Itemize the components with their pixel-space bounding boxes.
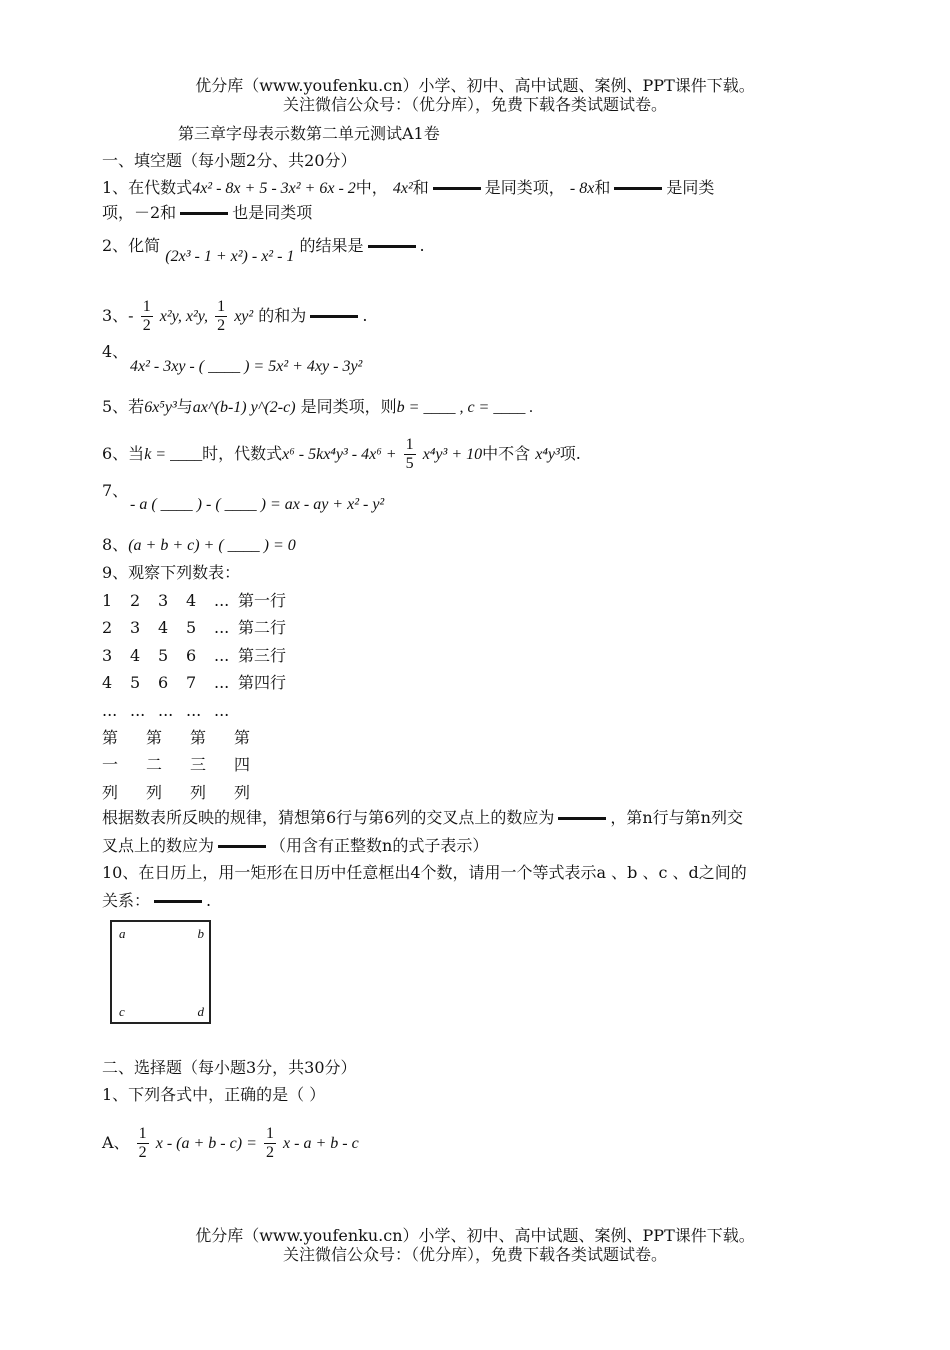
- q9-cell: 1: [102, 591, 113, 610]
- q3-line: [102, 298, 367, 335]
- corner-label-c: c: [119, 1004, 125, 1019]
- q9-col-labels-3: [102, 783, 278, 803]
- q9-cell: 5: [158, 646, 169, 665]
- q6-expr2: x⁶ - 5kx⁴y³ - 4x⁶ +: [282, 446, 397, 463]
- q6-frac-num: 1: [405, 436, 414, 453]
- q1-expr: 4x² - 8x + 5 - 3x² + 6x - 2: [192, 180, 356, 197]
- q9-table-row-1: [102, 591, 286, 611]
- q9-text-1a: 根据数表所反映的规律，猜想第6行与第6列的交叉点上的数应为: [102, 808, 555, 827]
- q1-text-b: 中，: [355, 178, 388, 197]
- q9-col-label: 第: [190, 728, 207, 747]
- q5-line: [102, 397, 533, 418]
- q9-cell: 4: [102, 673, 113, 692]
- q5-text-b: 与: [176, 397, 193, 416]
- q1-text-f: 是同类: [666, 178, 715, 197]
- q6-expr4: x⁴y³: [535, 446, 560, 463]
- q9-table-row-4: [102, 673, 286, 693]
- q9-cell: 2: [102, 618, 113, 637]
- q9-cell: ...: [214, 591, 230, 610]
- q9-row-label: 第三行: [238, 646, 287, 665]
- q10-blank[interactable]: [154, 900, 202, 903]
- q8-line: [102, 535, 296, 556]
- q9-col-label: 列: [102, 783, 119, 802]
- section2-heading: 二、选择题（每小题3分，共30分）: [102, 1058, 357, 1077]
- q10-text-2: 关系：: [102, 891, 151, 910]
- q9-col-labels-1: [102, 728, 278, 748]
- q9-cell: 2: [130, 591, 141, 610]
- q6-text-d: 项.: [559, 444, 581, 463]
- q3-expr2: xy²: [234, 308, 254, 325]
- q9-table-row-ellipsis: [102, 701, 242, 721]
- corner-label-d: d: [197, 1004, 204, 1019]
- q6-text-a: 6、当: [102, 444, 145, 463]
- q2-blank[interactable]: [368, 245, 416, 248]
- q7-label: 7、: [102, 481, 129, 500]
- header-line-1: 优分库（www.youfenku.cn）小学、初中、高中试题、案例、PPT课件下载。: [195, 76, 755, 95]
- q9-col-label: 第: [146, 728, 163, 747]
- q6-expr3: x⁴y³ + 10: [422, 446, 483, 463]
- q3-frac2-den: 2: [217, 317, 226, 334]
- option-a-fraction-1: [137, 1125, 149, 1162]
- q9-col-label: 二: [146, 755, 163, 774]
- q5-text-a: 5、若: [102, 397, 145, 416]
- q9-blank-2[interactable]: [218, 845, 266, 848]
- q9-cell: 3: [158, 591, 169, 610]
- footer-line-1: 优分库（www.youfenku.cn）小学、初中、高中试题、案例、PPT课件下载。: [195, 1226, 755, 1245]
- option-a-expr2: x - a + b - c: [283, 1135, 359, 1152]
- q5-text-c: 是同类项，则: [300, 397, 397, 416]
- q9-cell: ...: [214, 701, 230, 720]
- calendar-rectangle-figure: [110, 920, 211, 1024]
- q4-label: 4、: [102, 342, 129, 361]
- q9-col-label: 第: [102, 728, 119, 747]
- page-title: 第三章字母表示数第二单元测试A1卷: [178, 124, 440, 143]
- q3-frac1-num: 1: [142, 298, 151, 315]
- q9-cell: 4: [158, 618, 169, 637]
- q9-col-label: 三: [190, 755, 207, 774]
- q1-text-g: 也是同类项: [232, 203, 313, 222]
- q9-text-2a: 叉点上的数应为: [102, 836, 215, 855]
- q9-row-label: 第二行: [238, 618, 287, 637]
- q9-cell: 4: [186, 591, 197, 610]
- q9-col-label: 一: [102, 755, 119, 774]
- q2-expr: (2x³ - 1 + x²) - x² - 1: [165, 248, 295, 265]
- q2-text-b: 的结果是: [299, 236, 364, 255]
- q10-line-1: 10、在日历上，用一矩形在日历中任意框出4个数，请用一个等式表示a 、b 、c 、d之间的: [102, 863, 747, 882]
- q1-text-cont: 项，－2和: [102, 203, 177, 222]
- q9-cell: ...: [158, 701, 174, 720]
- q9-col-label: 四: [234, 755, 251, 774]
- q9-cell: 6: [186, 646, 197, 665]
- q9-col-label: 第: [234, 728, 251, 747]
- header-line-2: 关注微信公众号：（优分库），免费下载各类试题试卷。: [282, 95, 667, 114]
- q9-table-row-2: [102, 618, 286, 638]
- q6-text-c: 中不含: [482, 444, 531, 463]
- q9-col-labels-2: [102, 755, 278, 775]
- q1-line-1: [102, 178, 714, 199]
- q3-fraction-1: [141, 298, 153, 335]
- q1-text-c: 和: [412, 178, 429, 197]
- q5-expr1: 6x⁵y³: [144, 399, 177, 416]
- q3-text-a: 3、-: [102, 306, 134, 325]
- s2-q1: 1、下列各式中，正确的是（ ）: [102, 1085, 326, 1104]
- q9-row-label: 第一行: [238, 591, 287, 610]
- q1-line-2: [102, 203, 312, 223]
- footer-line-2: 关注微信公众号：（优分库），免费下载各类试题试卷。: [282, 1245, 667, 1264]
- q9-cell: 3: [102, 646, 113, 665]
- q3-text-b: 的和为: [258, 306, 307, 325]
- q9-blank-1[interactable]: [558, 817, 606, 820]
- q5-expr3: b = ____ , c = ____ .: [396, 399, 534, 416]
- q8-text-a: 8、: [102, 535, 129, 554]
- option-a-fraction-2: [264, 1125, 276, 1162]
- q1-text-d: 是同类项，: [484, 178, 565, 197]
- q10-end: .: [206, 891, 212, 910]
- q3-frac2-num: 1: [217, 298, 226, 315]
- q2-end: .: [419, 236, 425, 255]
- q6-frac-den: 5: [405, 455, 414, 472]
- q5-expr2: ax^(b-1) y^(2-c): [192, 399, 296, 416]
- option-a-frac2-den: 2: [265, 1144, 274, 1161]
- q9-table-row-3: [102, 646, 286, 666]
- q1-expr3: - 8x: [569, 180, 595, 197]
- q3-fraction-2: [215, 298, 227, 335]
- q9-cell: ...: [214, 646, 230, 665]
- q9-cell: 4: [130, 646, 141, 665]
- q3-frac1-den: 2: [142, 317, 151, 334]
- option-a-label: A、: [102, 1133, 130, 1152]
- q1-blank-2[interactable]: [614, 187, 662, 190]
- q9-cell: ...: [102, 701, 118, 720]
- q9-cell: 3: [130, 618, 141, 637]
- q9-cell: 5: [186, 618, 197, 637]
- q9-cell: ...: [214, 618, 230, 637]
- q1-blank-1[interactable]: [433, 187, 481, 190]
- q10-line-2: [102, 891, 211, 911]
- q3-blank[interactable]: [310, 315, 358, 318]
- section1-heading: 一、填空题（每小题2分、共20分）: [102, 151, 357, 170]
- q9-cell: 7: [186, 673, 197, 692]
- q6-text-b: 时，代数式: [202, 444, 283, 463]
- q9-col-label: 列: [146, 783, 163, 802]
- option-a-frac2-num: 1: [265, 1125, 274, 1142]
- q3-end: .: [362, 306, 368, 325]
- q9-cell: 5: [130, 673, 141, 692]
- corner-label-b: b: [197, 926, 204, 941]
- corner-label-a: a: [119, 926, 126, 941]
- option-a-frac1-den: 2: [138, 1144, 147, 1161]
- option-a-frac1-num: 1: [138, 1125, 147, 1142]
- q1-text-a: 1、在代数式: [102, 178, 193, 197]
- q2-text-a: 2、化简: [102, 236, 161, 255]
- q7-expr: - a ( ____ ) - ( ____ ) = ax - ay + x² - y²: [130, 496, 385, 513]
- q4-expr: 4x² - 3xy - ( ____ ) = 5x² + 4xy - 3y²: [130, 358, 363, 375]
- q9-cell: ...: [130, 701, 146, 720]
- q6-line: [102, 436, 581, 473]
- q9-cell: 6: [158, 673, 169, 692]
- q9-col-label: 列: [234, 783, 251, 802]
- q9-text-2b: （用含有正整数n的式子表示）: [270, 836, 489, 855]
- q9-text-line-2: [102, 836, 488, 856]
- q1-expr2: 4x²: [392, 180, 413, 197]
- q9-cell: ...: [186, 701, 202, 720]
- q3-expr1: x²y, x²y,: [159, 308, 209, 325]
- q9-cell: ...: [214, 673, 230, 692]
- q9-text-line-1: [102, 808, 743, 828]
- q9-col-label: 列: [190, 783, 207, 802]
- option-a-expr1: x - (a + b - c) =: [155, 1135, 257, 1152]
- q6-expr1: k = ____: [144, 446, 203, 463]
- q6-fraction: [404, 436, 416, 473]
- s2-option-a[interactable]: [102, 1125, 359, 1162]
- q2-line: [102, 236, 425, 265]
- q1-text-e: 和: [594, 178, 611, 197]
- q8-expr: (a + b + c) + ( ____ ) = 0: [128, 537, 296, 554]
- q9-row-label: 第四行: [238, 673, 287, 692]
- q9-text-1b: ，第n行与第n列交: [610, 808, 743, 827]
- q9-intro: 9、观察下列数表：: [102, 563, 241, 582]
- q1-blank-3[interactable]: [180, 212, 228, 215]
